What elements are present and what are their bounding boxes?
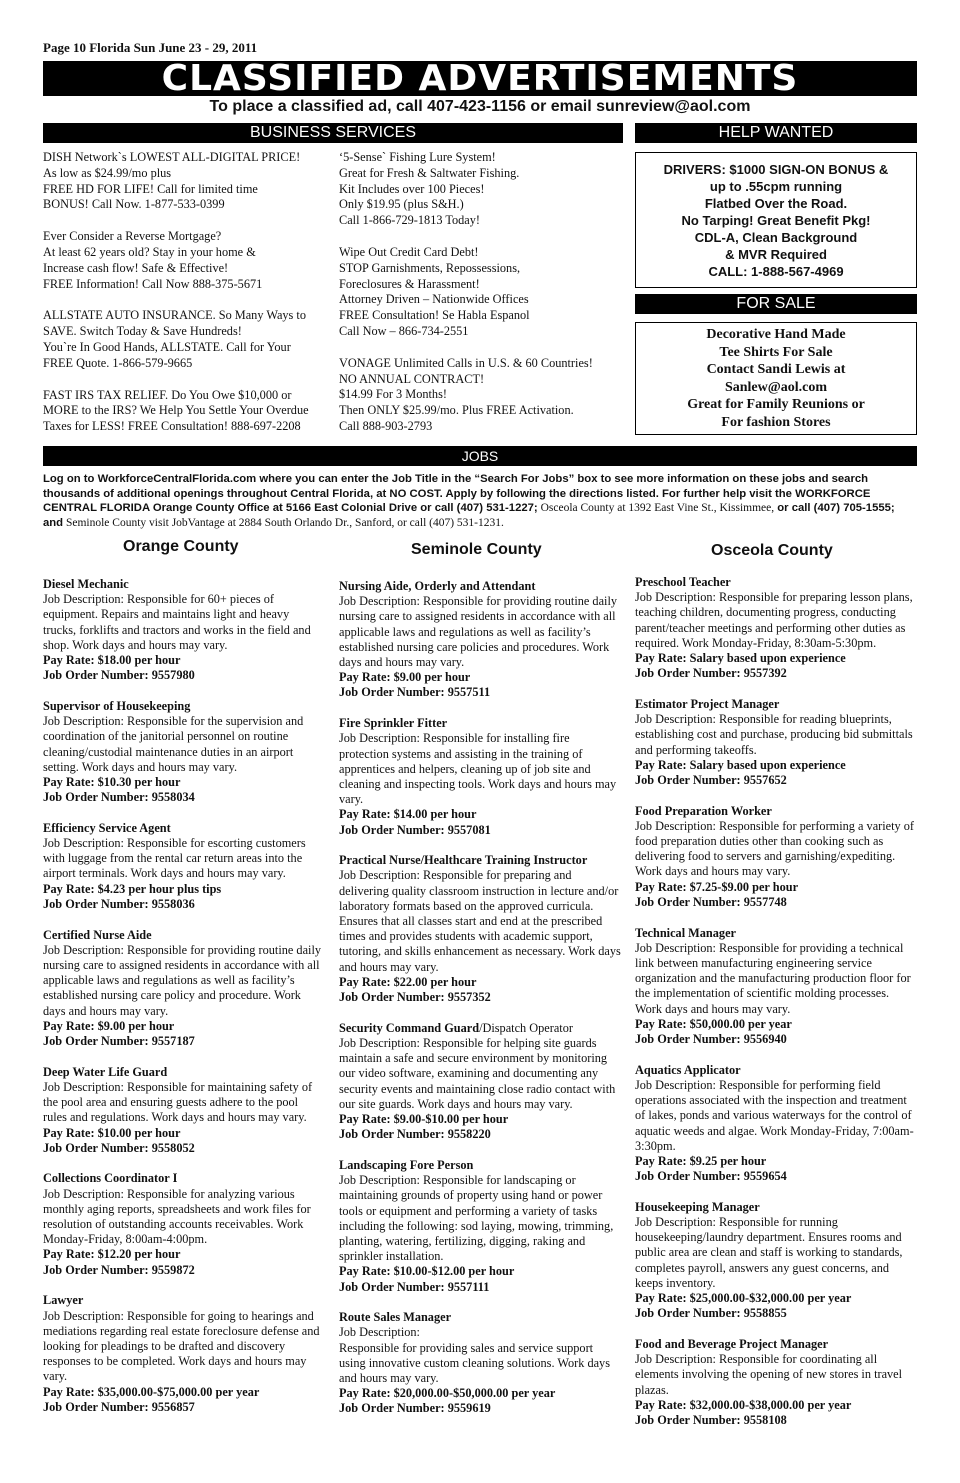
job-order-number: Job Order Number: 9557980 (43, 668, 195, 683)
ad-allstate: ALLSTATE AUTO INSURANCE. So Many Ways to SAVE. Switch Today & Save Hundreds! You`re In Good Hands, ALLSTATE. Call for Your FREE Quote. 1-866-579-9665 (43, 308, 306, 370)
job-pay-rate: Pay Rate: $10.00-$12.00 per hour (339, 1264, 515, 1279)
job-listing (635, 697, 915, 788)
job-listing (635, 926, 915, 1048)
job-title: Food Preparation Worker (635, 803, 772, 818)
job-title: Landscaping Fore Person (339, 1157, 474, 1172)
job-listing (635, 1200, 915, 1322)
jobs-intro-bold: Log on to WorkforceCentralFlorida.com where you can enter the Job Title in the “Search For Jobs” box to see more information on these jobs and search thousands of additional openings throughout Central Florida, at NO COST. Apply by following the directions listed. For further help visit the WORKFORCE CENTRAL FLORIDA Orange County Office at 5166 East Colonial Drive or call (407) 531-1227; (43, 473, 871, 515)
job-listing (635, 1063, 915, 1185)
job-listing (43, 821, 323, 912)
job-pay-rate: Pay Rate: $10.00 per hour (43, 1125, 181, 1140)
job-order-number: Job Order Number: 9558108 (635, 1412, 787, 1427)
job-pay-rate: Pay Rate: $10.30 per hour (43, 774, 181, 789)
job-order-number: Job Order Number: 9558220 (339, 1127, 491, 1142)
osceola-county-jobs-column (635, 575, 915, 1444)
job-title: Certified Nurse Aide (43, 927, 152, 942)
job-title: Practical Nurse/Healthcare Training Instructor (339, 853, 588, 868)
for-sale-header: FOR SALE (635, 294, 917, 314)
job-title: Aquatics Applicator (635, 1062, 741, 1077)
job-description: Job Description: Responsible for providing routine daily nursing care to assigned residents in accordance with all applicable laws and regulations as well as facility’s established nursing care policies and procedures. Work days and hours may vary. (339, 594, 618, 670)
job-description: Job Description: Responsible for maintaining safety of the pool area and ensuring guests adhere to the pool rules and regulations. Work days and hours may vary. (43, 1079, 313, 1125)
job-title: Estimator Project Manager (635, 696, 780, 711)
job-pay-rate: Pay Rate: $32,000.00-$38,000.00 per year (635, 1397, 852, 1412)
jobs-intro-seminole: Seminole County visit JobVantage at 2884 South Orlando Dr., Sanford, or call (407) 531-1231. (63, 516, 504, 529)
job-pay-rate: Pay Rate: $25,000.00-$32,000.00 per year (635, 1291, 852, 1306)
job-description: Job Description: Responsible for analyzing various monthly aging reports, spreadsheets and work files for resolution of outstanding accounts receivables. Work Monday-Friday, 8:00am-4:00pm. (43, 1186, 311, 1247)
job-pay-rate: Pay Rate: $22.00 per hour (339, 974, 477, 989)
job-order-number: Job Order Number: 9558036 (43, 896, 195, 911)
job-order-number: Job Order Number: 9557187 (43, 1033, 195, 1048)
job-pay-rate: Pay Rate: $12.20 per hour (43, 1247, 181, 1262)
job-description: Job Description: Responsible for performing a variety of food preparation duties other than cooking such as delivering food to servers and garnishing/expediting. Work days and hours may vary. (635, 818, 915, 879)
job-listing (43, 577, 323, 683)
orange-county-jobs-column (43, 577, 323, 1430)
job-pay-rate: Pay Rate: Salary based upon experience (635, 757, 846, 772)
job-title: Technical Manager (635, 925, 736, 940)
job-listing (635, 804, 915, 910)
job-listing (43, 1171, 323, 1277)
jobs-header: JOBS (43, 446, 917, 466)
job-description: Job Description: Responsible for going to hearings and mediations regarding real estate foreclosure defense and looking for pleadings to be drafted and discovery responses to be completed. Work days and hours may vary. (43, 1308, 320, 1384)
job-order-number: Job Order Number: 9558855 (635, 1306, 787, 1321)
job-title-suffix: /Dispatch Operator (479, 1020, 573, 1035)
business-services-header: BUSINESS SERVICES (43, 123, 623, 143)
job-description: Job Description: Responsible for providing a technical link between manufacturing engineering service organization and the manufacturing production floor for the implementation of scientific molding processes. Work days and hours may vary. (635, 940, 911, 1016)
job-pay-rate: Pay Rate: $9.00-$10.00 per hour (339, 1112, 509, 1126)
for-sale-ad-box: Decorative Hand Made Tee Shirts For Sale Contact Sandi Lewis at Sanlew@aol.com Great for Family Reunions or For fashion Stores (635, 322, 917, 435)
job-order-number: Job Order Number: 9557111 (339, 1279, 490, 1294)
job-listing (339, 1158, 621, 1295)
job-listing (43, 928, 323, 1050)
ad-reverse-mortgage: Ever Consider a Reverse Mortgage? At least 62 years old? Stay in your home & Increase cash flow! Safe & Effective! FREE Information! Call Now 888-375-5671 (43, 229, 263, 291)
help-wanted-ad-box: DRIVERS: $1000 SIGN-ON BONUS & up to .55cpm running Flatbed Over the Road. No Tarping! Great Benefit Pkg! CDL-A, Clean Background & MVR Required CALL: 1-888-567-4969 (635, 152, 917, 288)
job-title: Nursing Aide, Orderly and Attendant (339, 579, 536, 593)
job-order-number: Job Order Number: 9557081 (339, 822, 491, 837)
jobs-intro-osceola: Osceola County at 1392 East Vine St., Kissimmee, (537, 502, 775, 515)
job-description: Job Description: Responsible for the supervision and coordination of the janitorial personnel on routine cleaning/custodial maintenance duties in an airport setting. Work days and hours may vary. (43, 714, 304, 774)
job-description: Job Description: Responsible for performing field operations associated with the inspection and treatment of lakes, ponds and various waterways for the control of aquatic weeds and algae. Work Monday-Friday, 7:00am-3:30pm. (635, 1077, 914, 1153)
job-description: Job Description: Responsible for running housekeeping/laundry department. Ensures rooms and public area are clean and staff is working to standards, completes payroll, answers any guest concerns, and keeps inventory. (635, 1215, 903, 1290)
county-heading-osceola: Osceola County (711, 542, 833, 559)
job-listing (339, 853, 621, 1005)
job-title-main: Security Command Guard (339, 1020, 480, 1035)
job-pay-rate: Pay Rate: $9.00 per hour (43, 1018, 175, 1033)
job-pay-rate: Pay Rate: $9.00 per hour (339, 670, 471, 685)
job-title: Route Sales Manager (339, 1310, 452, 1325)
jobs-intro-paragraph (43, 472, 917, 530)
seminole-county-jobs-column (339, 579, 621, 1432)
job-pay-rate: Pay Rate: $50,000.00 per year (635, 1016, 792, 1031)
job-listing (43, 1065, 323, 1156)
job-order-number: Job Order Number: 9557511 (339, 685, 491, 700)
job-title: Efficiency Service Agent (43, 820, 171, 835)
job-listing (635, 1337, 915, 1428)
job-listing (339, 1021, 621, 1143)
job-title: Preschool Teacher (635, 575, 731, 589)
job-title: Collections Coordinator I (43, 1171, 178, 1186)
help-wanted-header: HELP WANTED (635, 123, 917, 143)
job-pay-rate: Pay Rate: $14.00 per hour (339, 807, 477, 822)
jobs-intro-bold-2: or call (407) 705-1555; and (43, 502, 895, 529)
job-listing (635, 575, 915, 681)
job-listing (339, 1310, 621, 1416)
job-pay-rate: Pay Rate: $20,000.00-$50,000.00 per year (339, 1386, 556, 1401)
job-order-number: Job Order Number: 9557748 (635, 894, 787, 909)
ad-credit-card-debt: Wipe Out Credit Card Debt! STOP Garnishments, Repossessions, Foreclosures & Harassment! Attorney Driven – Nationwide Offices FREE Consultation! Se Habla Espanol Call Now – 866-734-2551 (339, 244, 530, 338)
job-order-number: Job Order Number: 9557652 (635, 772, 787, 787)
job-title-line (339, 1021, 621, 1036)
job-description: Job Description: Responsible for preparing and delivering quality classroom instruction in lecture and/or laboratory formats based on the approved curricula. Ensures that all classes start and end at the prescribed times and provides students with academic support, tutoring, and skills enhancement as necessary. Work days and hours may vary. (339, 868, 621, 974)
job-order-number: Job Order Number: 9559619 (339, 1401, 491, 1416)
job-order-number: Job Order Number: 9556940 (635, 1031, 787, 1046)
ad-vonage: VONAGE Unlimited Calls in U.S. & 60 Countries! NO ANNUAL CONTRACT! $14.99 For 3 Months! Then ONLY $25.99/mo. Plus FREE Activation. Call 888-903-2793 (339, 355, 593, 433)
job-pay-rate: Pay Rate: $7.25-$9.00 per hour (635, 879, 799, 894)
job-description: Job Description: Responsible for landscaping or maintaining grounds of property using hand or power tools or equipment and performing a variety of tasks including the following: sod laying, mowing, trimming, planting, watering, fertilizing, digging, raking and sprinkler installation. (339, 1173, 614, 1264)
county-heading-seminole: Seminole County (411, 541, 542, 558)
job-pay-rate: Pay Rate: $4.23 per hour plus tips (43, 881, 222, 896)
job-title: Housekeeping Manager (635, 1199, 760, 1214)
job-listing (339, 716, 621, 838)
ad-fishing-lure: ‘5-Sense` Fishing Lure System! Great for Fresh & Saltwater Fishing. Kit Includes over 100 Pieces! Only $19.95 (plus S&H.) Call 1-866-729-1813 Today! (339, 150, 520, 228)
job-listing (43, 699, 323, 805)
job-description: Job Description: Responsible for escorting customers with luggage from the rental car return areas into the airport terminals. Work days and hours may vary. (43, 836, 306, 881)
job-order-number: Job Order Number: 9557352 (339, 990, 491, 1005)
job-description: Job Description: Responsible for providing routine daily nursing care to assigned residents in accordance with all applicable laws and regulations as well as facility’s established nursing care policy and procedure. Work days and hours may vary. (43, 942, 322, 1018)
job-pay-rate: Pay Rate: $35,000.00-$75,000.00 per year (43, 1384, 260, 1399)
job-order-number: Job Order Number: 9558052 (43, 1140, 195, 1155)
ad-irs-tax-relief: FAST IRS TAX RELIEF. Do You Owe $10,000 or MORE to the IRS? We Help You Settle Your Overdue Taxes for LESS! FREE Consultation! 888-697-2208 (43, 387, 309, 434)
job-description: Job Description: Responsible for reading blueprints, establishing cost and purchase, producing bid submittals and performing takeoffs. (635, 712, 913, 757)
job-title: Food and Beverage Project Manager (635, 1336, 829, 1351)
job-order-number: Job Order Number: 9557392 (635, 666, 787, 681)
contact-line: To place a classified ad, call 407-423-1156 or email sunreview@aol.com (209, 98, 751, 115)
job-title: Fire Sprinkler Fitter (339, 716, 448, 731)
job-pay-rate: Pay Rate: $9.25 per hour (635, 1153, 767, 1168)
job-order-number: Job Order Number: 9558034 (43, 790, 195, 805)
classified-banner: CLASSIFIED ADVERTISEMENTS (43, 61, 917, 96)
job-order-number: Job Order Number: 9559654 (635, 1169, 787, 1184)
job-title (339, 1021, 479, 1035)
job-title: Deep Water Life Guard (43, 1064, 168, 1079)
job-description: Job Description: Responsible for 60+ pieces of equipment. Repairs and maintains light and heavy trucks, forklifts and tractors and works in the field and shop. Work days and hours may vary. (43, 592, 311, 652)
job-title: Supervisor of Housekeeping (43, 698, 191, 713)
job-listing (43, 1293, 323, 1415)
page-header-line: Page 10 Florida Sun June 23 - 29, 2011 (43, 40, 258, 55)
job-title: Lawyer (43, 1293, 84, 1308)
job-description: Job Description: Responsible for preparing lesson plans, teaching children, documenting progress, conducting parent/teacher meetings and performing other duties as required. Work Monday-Friday, 8:30am-5:30pm. (635, 590, 913, 650)
job-description: Job Description: Responsible for helping site guards maintain a safe and secure environment by monitoring our video software, examining and documenting any security events and maintaining close radio contact with our site guards. Work days and hours may vary. (339, 1035, 616, 1111)
county-heading-orange: Orange County (123, 538, 239, 555)
job-description: Job Description: Responsible for providing sales and service support using innovative custom cleaning solutions. Work days and hours may vary. (339, 1325, 610, 1386)
job-listing (339, 579, 621, 701)
job-order-number: Job Order Number: 9556857 (43, 1399, 195, 1414)
job-title: Diesel Mechanic (43, 577, 129, 591)
job-pay-rate: Pay Rate: Salary based upon experience (635, 651, 846, 666)
job-description: Job Description: Responsible for installing fire protection systems and assisting in the training of apprentices and helpers, cleaning up of job site and cleaning and inspecting tools. Work days and hours may vary. (339, 731, 617, 807)
ad-dish-network: DISH Network`s LOWEST ALL-DIGITAL PRICE! As low as $24.99/mo plus FREE HD FOR LIFE! Call for limited time BONUS! Call Now. 1-877-533-0399 (43, 150, 301, 212)
business-ads-left-column (43, 150, 323, 451)
job-pay-rate: Pay Rate: $18.00 per hour (43, 653, 181, 668)
job-description: Job Description: Responsible for coordinating all elements involving the opening of new stores in travel plazas. (635, 1352, 903, 1397)
job-order-number: Job Order Number: 9559872 (43, 1262, 195, 1277)
business-ads-mid-column (339, 150, 624, 451)
